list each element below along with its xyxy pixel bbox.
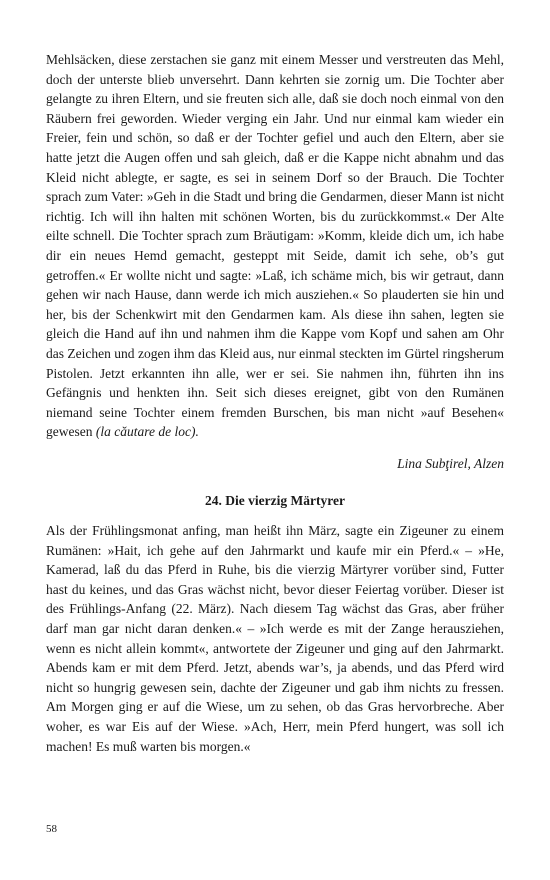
author-signature: Lina Subţirel, Alzen [397, 455, 504, 471]
story-heading: 24. Die vierzig Märtyrer [205, 493, 345, 509]
continuation-italic-phrase: (la căutare de loc). [95, 424, 199, 440]
page-body [46, 50, 504, 756]
continuation-text: Mehlsäcken, diese zerstachen sie ganz mit einem Messer und verstreuten das Mehl, doch der unterste blieb unversehrt. Dann kehrten sie zornig um. Die Tochter aber gelangte zu ihren Eltern, und sie freuten sich alle, daß sie doch noch einmal von den Räubern frei geworden. Wieder verging ein Jahr. Und nur einmal kam wieder ein Freier, fein und schön, so daß er der Tochter gefiel und auch den Eltern, aber sie hatte jetzt die Augen offen und sah gleich, daß er die Kappe nicht abnahm und das Kleid nicht ablegte, er sagte, es sei in seinem Dorf so der Brauch. Die Tochter sprach zum Vater: »Geh in die Stadt und bring die Gendarmen, dieser Mann ist nicht richtig. Ich will ihn halten mit schönen Worten, bis du zurückkommst.« Der Alte eilte schnell. Die Tochter sprach zum Bräutigam: »Komm, kleide dich um, ich habe dir ein neues Hemd gemacht, gesteppt mit Seide, damit ich sehe, ob’s gut getroffen.« Er wollte nicht und sagte: »Laß, ich schäme mich, bis wir getraut, dann gehen wir nach Hause, dann werde ich mich ausziehen.« So plauderten sie hin und her, bis der Schenkwirt mit den Gendarmen kam. Als diese ihn sahen, legten sie gleich die Hand auf ihn und nahmen ihm die Kappe vom Kopf und sahen am Ohr das Zeichen und zogen ihm das Kleid aus, nur einmal steckten im Gürtel ringsherum Pistolen. Jetzt erkannten ihn alle, wer er sei. Sie nahmen ihn, führten ihn ins Gefängnis und henkten ihn. Seit sich dieses ereignet, gibt von den Rumänen niemand seine Tochter einem fremden Burschen, bis man nicht »auf Besehen« gewesen [46, 52, 504, 440]
continuation-paragraph [46, 50, 504, 442]
story-paragraph: Als der Frühlingsmonat anfing, man heißt ihn März, sagte ein Zigeuner zu einem Rumänen: »Hait, ich gehe auf den Jahrmarkt und kaufe mir ein Pferd.« – »He, Kamerad, laß du das Pferd in Ruhe, bis die vierzig Märtyrer vorüber sind, Futter hast du keines, und das Gras wächst nicht, bevor dieser Feiertag vorüber. Dieser ist des Frühlings-Anfang (22. März). Nach diesem Tag wächst das Gras, aber früher darf man gar nicht daran denken.« – »Ich werde es mit der Zange herausziehen, wenn es nicht allein kommt«, antwortete der Zigeuner und ging auf den Jahrmarkt. Abends kam er mit dem Pferd. Jetzt, abends war’s, ja abends, und das Pferd wird nicht so hungrig gewesen sein, dachte der Zigeuner und gab ihm nichts zu fressen. Am Morgen ging er auf die Wiese, um zu sehen, ob das Gras hervorbreche. Aber woher, es war Eis auf der Wiese. »Ach, Herr, mein Pferd hungert, was soll ich machen! Es muß warten bis morgen.« [46, 523, 504, 754]
page-number: 58 [46, 823, 57, 835]
